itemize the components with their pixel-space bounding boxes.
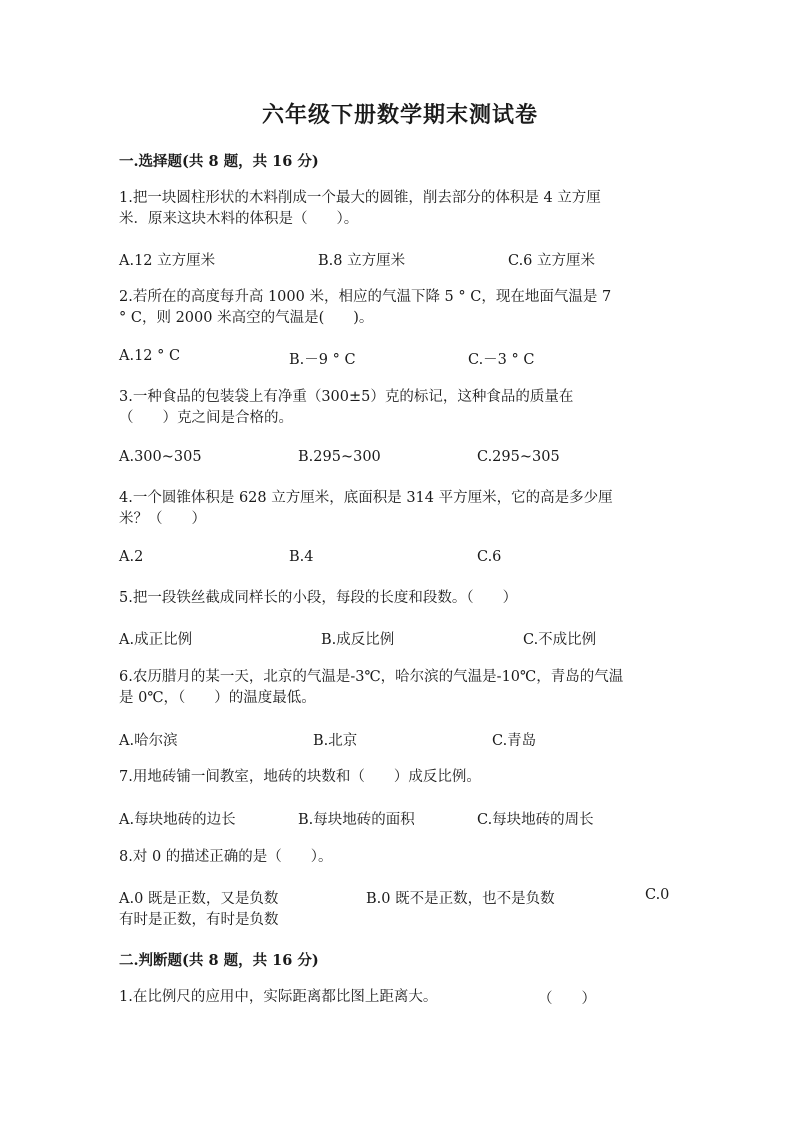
question-6 bbox=[119, 667, 679, 709]
question-text-line: 是 0℃，（ ）的温度最低。 bbox=[119, 690, 316, 706]
option-c: C.6 立方厘米 bbox=[508, 253, 596, 269]
question-2 bbox=[119, 287, 679, 329]
answer-blank: （ ） bbox=[538, 991, 596, 1007]
option-b: B.4 bbox=[289, 549, 314, 565]
question-7-options bbox=[119, 808, 679, 830]
question-4-options bbox=[119, 549, 679, 571]
option-b: B.每块地砖的面积 bbox=[298, 812, 415, 828]
option-c: C.不成比例 bbox=[523, 632, 597, 648]
option-a: A.0 既是正数，又是负数 bbox=[119, 891, 279, 907]
option-b: B.295~300 bbox=[298, 449, 381, 465]
question-text-line: （ ）克之间是合格的。 bbox=[119, 410, 293, 426]
question-8 bbox=[119, 847, 679, 868]
section-heading-judge: 二.判断题(共 8 题，共 16 分) bbox=[119, 952, 319, 969]
question-text-line: 6.农历腊月的某一天，北京的气温是-3℃，哈尔滨的气温是-10℃，青岛的气温 bbox=[119, 669, 624, 685]
question-text-line: 1.在比例尺的应用中，实际距离都比图上距离大。 bbox=[119, 989, 438, 1005]
option-b: B.0 既不是正数，也不是负数 bbox=[366, 891, 555, 907]
question-text-line: 米．原来这块木料的体积是（ ）。 bbox=[119, 211, 359, 227]
option-c: C.0 bbox=[645, 887, 670, 903]
option-a: A.哈尔滨 bbox=[119, 733, 178, 749]
question-8-options bbox=[119, 887, 679, 909]
question-1-options bbox=[119, 249, 679, 271]
option-c-continuation: 有时是正数，有时是负数 bbox=[119, 912, 279, 928]
question-text-line: 2.若所在的高度每升高 1000 米，相应的气温下降 5 ° C，现在地面气温是 7 bbox=[119, 289, 612, 305]
option-a: A.每块地砖的边长 bbox=[119, 812, 236, 828]
option-a: A.12 ° C bbox=[119, 348, 181, 364]
question-5 bbox=[119, 588, 679, 609]
question-2-options bbox=[119, 348, 679, 370]
option-a: A.300~305 bbox=[119, 449, 202, 465]
question-5-options bbox=[119, 628, 679, 650]
option-b: B.北京 bbox=[313, 733, 358, 749]
option-c: C.－3 ° C bbox=[468, 352, 535, 368]
question-6-options bbox=[119, 729, 679, 751]
question-text-line: 3.一种食品的包装袋上有净重（300±5）克的标记，这种食品的质量在 bbox=[119, 389, 574, 405]
option-a: A.成正比例 bbox=[119, 632, 193, 648]
question-text-line: 5.把一段铁丝截成同样长的小段，每段的长度和段数。（ ） bbox=[119, 590, 518, 606]
page-title: 六年级下册数学期末测试卷 bbox=[261, 102, 538, 128]
question-text-line: 7.用地砖铺一间教室，地砖的块数和（ ）成反比例。 bbox=[119, 769, 481, 785]
question-3-options bbox=[119, 449, 679, 471]
question-3 bbox=[119, 387, 679, 429]
question-text-line: ° C，则 2000 米高空的气温是( )。 bbox=[119, 310, 374, 326]
question-7 bbox=[119, 767, 679, 788]
option-a: A.2 bbox=[119, 549, 144, 565]
option-c: C.295~305 bbox=[477, 449, 560, 465]
option-c: C.每块地砖的周长 bbox=[477, 812, 594, 828]
option-c: C.青岛 bbox=[492, 733, 537, 749]
option-b: B.成反比例 bbox=[321, 632, 395, 648]
question-text-line: 4.一个圆锥体积是 628 立方厘米，底面积是 314 平方厘米，它的高是多少厘 bbox=[119, 490, 613, 506]
option-c: C.6 bbox=[477, 549, 502, 565]
option-a: A.12 立方厘米 bbox=[119, 253, 216, 269]
question-text-line: 1.把一块圆柱形状的木料削成一个最大的圆锥，削去部分的体积是 4 立方厘 bbox=[119, 190, 601, 206]
question-text-line: 米？（ ） bbox=[119, 511, 206, 527]
option-b: B.－9 ° C bbox=[289, 352, 356, 368]
question-1 bbox=[119, 188, 679, 230]
question-text-line: 8.对 0 的描述正确的是（ ）。 bbox=[119, 849, 333, 865]
question-4 bbox=[119, 488, 679, 530]
section-heading-choice: 一.选择题(共 8 题，共 16 分) bbox=[119, 153, 319, 170]
option-b: B.8 立方厘米 bbox=[318, 253, 406, 269]
